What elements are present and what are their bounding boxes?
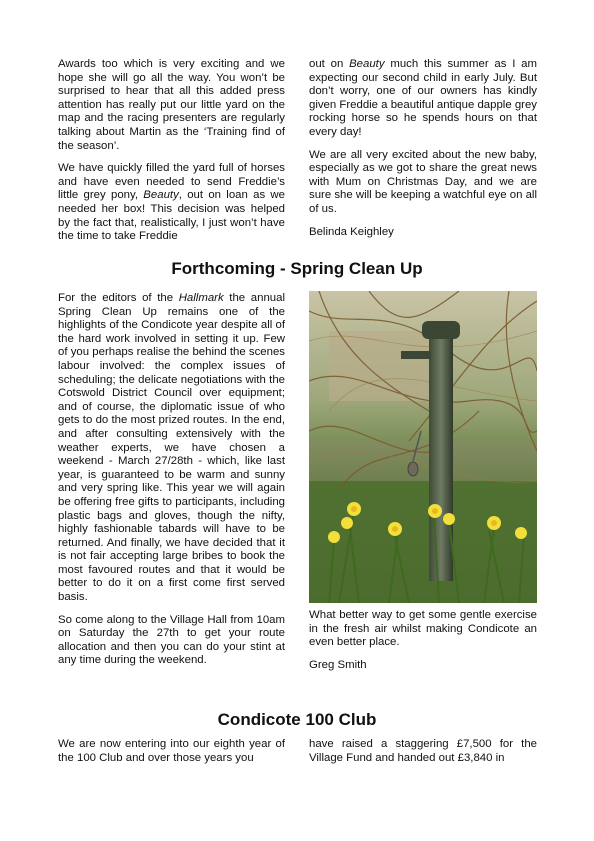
- text-run: We are all very excited about the new baby, especially as we got to share the great news with Mum on Christmas Day, and we are sure she will be keeping a watchful eye on all of us.: [309, 148, 537, 215]
- text-run: For the editors of the: [58, 292, 179, 304]
- text-run: much this summer as I am expecting our second child in early July. But don’t worry, one of our owners has kindly given Freddie a beautiful antique dapple grey rocking horse so he spends hours on that every day!: [309, 58, 537, 138]
- club-paragraph: have raised a staggering £7,500 for the Village Fund and handed out £3,840 in: [309, 738, 537, 764]
- club-right-column: [309, 738, 537, 765]
- spring-paragraph: [58, 292, 285, 605]
- text-run: the annual Spring Clean Up remains one of the highlights of the Condicote year despite all of the hard work involved in setting it up. Few of you perhaps realise the behind the scenes labour involved: the complex issues of scheduling; the delicate negotiations with the Cotswold District Council over equipment; and of course, the diplomatic issue of who gets to do the most prized routes. In the end, and after consulting extensively with the weather experts, we have chosen a weekend - March 27/28th - which, like last year, is guaranteed to be warm and sunny and very spring like. This year we will again be offering free gifts to participants, including plastic bags and gloves, though the nifty, highly fashionable tabards will have to be returned. And finally, we have decided that it is not fair accepting large bribes to book the most favoured routes and that it would be better to do it on a first come first served basis.: [58, 292, 285, 604]
- club-left-column: [58, 738, 285, 765]
- intro-paragraph: [309, 58, 537, 140]
- spring-section-title: Forthcoming - Spring Clean Up: [171, 259, 423, 278]
- italic-text: Beauty: [349, 58, 385, 70]
- text-run: Awards too which is very exciting and we hope she will go all the way. You won’t be surprised to hear that all this added press attention has really put our little yard on the map and the racing presenters are regularly talking about Martin as the ‘Training find of the season’.: [58, 58, 285, 152]
- intro-paragraph: [58, 162, 285, 244]
- intro-paragraph: [58, 58, 285, 153]
- intro-left-column: [58, 58, 285, 244]
- spring-right-column: [309, 609, 537, 681]
- club-section-title: Condicote 100 Club: [217, 710, 377, 729]
- photo-caption: What better way to get some gentle exercise in the fresh air whilst making Condicote an even better place.: [309, 609, 537, 649]
- text-run: So come along to the Village Hall from 10am on Saturday the 27th to get your route allocation and then you can do your stint at any time during the weekend.: [58, 613, 285, 667]
- spring-left-column: [58, 292, 285, 668]
- spring-signature: Greg Smith: [309, 658, 367, 671]
- italic-text: Hallmark: [178, 292, 224, 304]
- daffodils-water-pump-photo: [309, 291, 537, 603]
- intro-signature: Belinda Keighley: [309, 225, 394, 238]
- text-run: , out on loan as we needed her box! This decision was helped by the fact that, realistically, I just won’t have the time to take Freddie: [58, 189, 285, 243]
- intro-paragraph: [309, 149, 537, 217]
- italic-text: Beauty: [143, 189, 179, 202]
- text-run: We have quickly filled the yard full of horses and have even needed to send Freddie’s little grey pony,: [58, 162, 285, 202]
- text-run: out on: [309, 58, 350, 70]
- club-paragraph: We are now entering into our eighth year of the 100 Club and over those years you: [58, 738, 285, 764]
- spring-paragraph: [58, 614, 285, 668]
- intro-right-column: [309, 58, 537, 248]
